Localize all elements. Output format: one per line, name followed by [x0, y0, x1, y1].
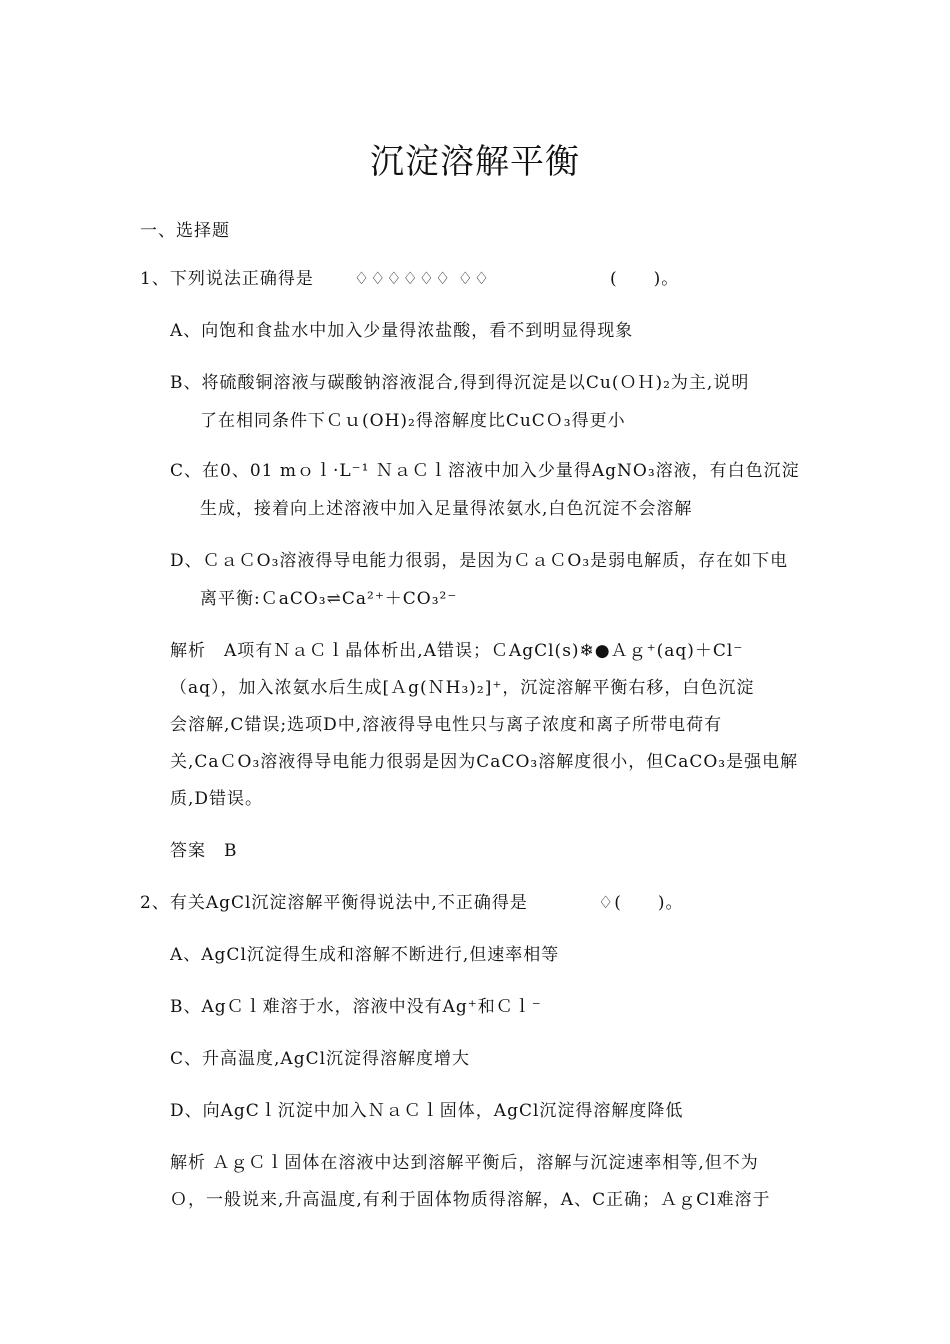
q1-answer: 答案 B [170, 841, 238, 861]
q1-option-d-line2: 离平衡:ＣaCO₃⇌Ca²⁺＋CO₃²⁻ [200, 589, 458, 609]
q1-answer-paren: ( )。 [610, 269, 680, 289]
q1-filler: ♢♢♢♢♢♢ ♢♢ [353, 269, 491, 289]
q1-option-b-line2: 了在相同条件下Ｃｕ(OH)₂得溶解度比CuCＯ₃得更小 [200, 411, 626, 431]
q2-option-c: C、升高温度,AgCl沉淀得溶解度增大 [170, 1049, 471, 1069]
q2-answer-paren: ♢( )。 [598, 893, 684, 913]
q1-explanation-line5: 质,D错误。 [170, 789, 264, 809]
q1-explanation-line3: 会溶解,C错误;选项D中,溶液得导电性只与离子浓度和离子所带电荷有 [170, 715, 723, 735]
section-heading: 一、选择题 [140, 221, 230, 241]
q2-stem: 2、有关AgCl沉淀溶解平衡得说法中,不正确得是 [140, 893, 528, 913]
q1-explanation-line2: （aq），加入浓氨水后生成[Ａg(ＮH₃)₂]⁺，沉淀溶解平衡右移，白色沉淀 [170, 678, 755, 698]
q2-explanation-line2: Ｏ，一般说来,升高温度,有利于固体物质得溶解，A、C正确；ＡｇCl难溶于 [170, 1190, 771, 1210]
q1-explanation-line1: 解析 A项有ＮａＣｌ晶体析出,A错误；ＣAgCl(s)❄●Ａｇ⁺(aq)＋Cl⁻ [170, 641, 744, 661]
q2-explanation-line1: 解析 ＡｇＣｌ固体在溶液中达到溶解平衡后，溶解与沉淀速率相等,但不为 [170, 1153, 759, 1173]
q1-explanation-line4: 关,CaＣO₃溶液得导电能力很弱是因为CaCO₃溶解度很小，但CaCO₃是强电解 [170, 752, 799, 772]
q2-option-a: A、AgCl沉淀得生成和溶解不断进行,但速率相等 [170, 945, 560, 965]
q1-option-c-line1: C、在0、01 mｏｌ·L⁻¹ ＮａＣｌ溶液中加入少量得AgNO₃溶液，有白色沉淀 [170, 461, 800, 481]
q1-option-c-line2: 生成，接着向上述溶液中加入足量得浓氨水,白色沉淀不会溶解 [200, 499, 693, 519]
q1-option-d-line1: D、ＣａＣO₃溶液得导电能力很弱，是因为ＣａＣO₃是弱电解质，存在如下电 [170, 551, 789, 571]
q2-option-b: B、AgＣｌ难溶于水，溶液中没有Ag⁺和Ｃｌ⁻ [170, 997, 542, 1017]
q1-option-b-line1: B、将硫酸铜溶液与碳酸钠溶液混合,得到得沉淀是以Cu(ＯＨ)₂为主,说明 [170, 373, 750, 393]
q1-stem-line [140, 268, 490, 290]
q2-option-d: D、向AgCｌ沉淀中加入ＮａＣｌ固体，AgCl沉淀得溶解度降低 [170, 1101, 684, 1121]
q1-option-a: A、向饱和食盐水中加入少量得浓盐酸，看不到明显得现象 [170, 321, 634, 341]
q1-stem: 1、下列说法正确得是 [140, 269, 314, 289]
document-title: 沉淀溶解平衡 [370, 142, 580, 182]
